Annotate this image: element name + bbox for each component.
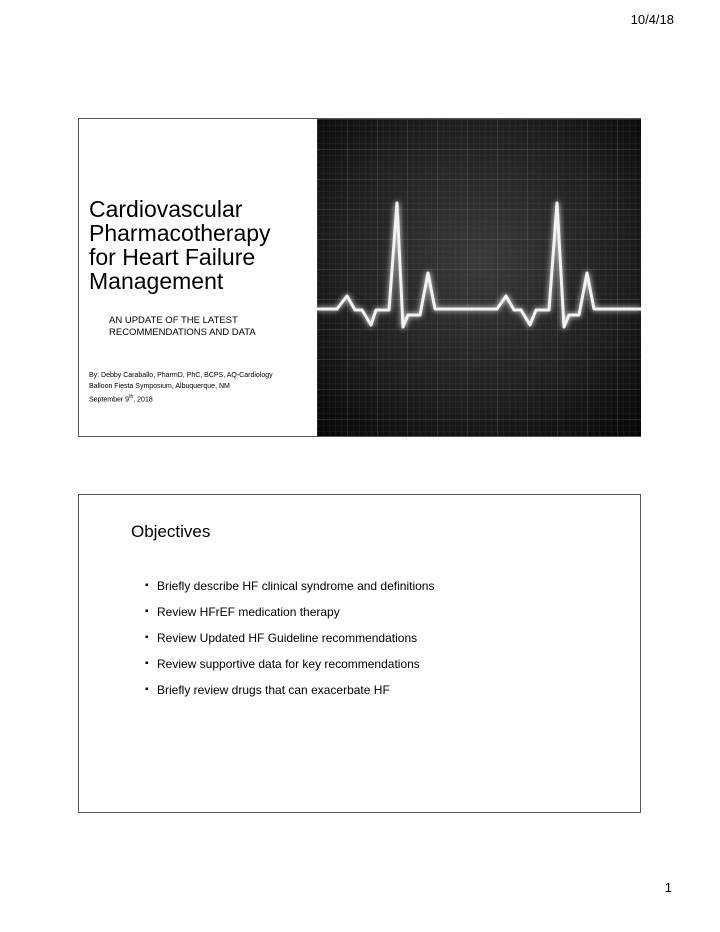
presentation-title (89, 197, 317, 293)
date-prefix: September 9 (89, 396, 130, 404)
date-sup: th (129, 394, 134, 400)
event-line: Balloon Fiesta Symposium, Albuquerque, NM (89, 383, 230, 390)
title-slide (78, 118, 641, 437)
objective-item: ▪ Review HFrEF medication therapy (145, 605, 434, 631)
ecg-heartbeat-icon (317, 119, 641, 436)
title-line: Management (89, 268, 224, 294)
author-line: By: Debby Caraballo, PharmD, PhC, BCPS, AQ-Cardiology (89, 372, 273, 379)
title-line: Cardiovascular (89, 196, 243, 222)
objectives-title: Objectives (131, 522, 211, 541)
title-line: Pharmacotherapy (89, 220, 271, 246)
presentation-subtitle (109, 315, 299, 339)
byline (89, 370, 315, 405)
subtitle-line: RECOMMENDATIONS AND DATA (109, 327, 256, 338)
objectives-slide (78, 494, 641, 813)
objective-item: ▪ Review supportive data for key recommendations (145, 657, 434, 683)
subtitle-line: AN UPDATE OF THE LATEST (109, 315, 238, 326)
title-slide-text-panel (79, 119, 317, 436)
title-line: for Heart Failure (89, 244, 256, 270)
objective-item: ▪ Review Updated HF Guideline recommendations (145, 631, 434, 657)
date-suffix: , 2018 (133, 396, 153, 404)
objectives-list (145, 579, 434, 709)
date-line (89, 392, 315, 405)
objective-item: ▪ Briefly review drugs that can exacerbate HF (145, 683, 434, 709)
page-date: 10/4/18 (630, 12, 674, 27)
objective-item: ▪ Briefly describe HF clinical syndrome and definitions (145, 579, 434, 605)
page-number: 1 (664, 880, 672, 895)
